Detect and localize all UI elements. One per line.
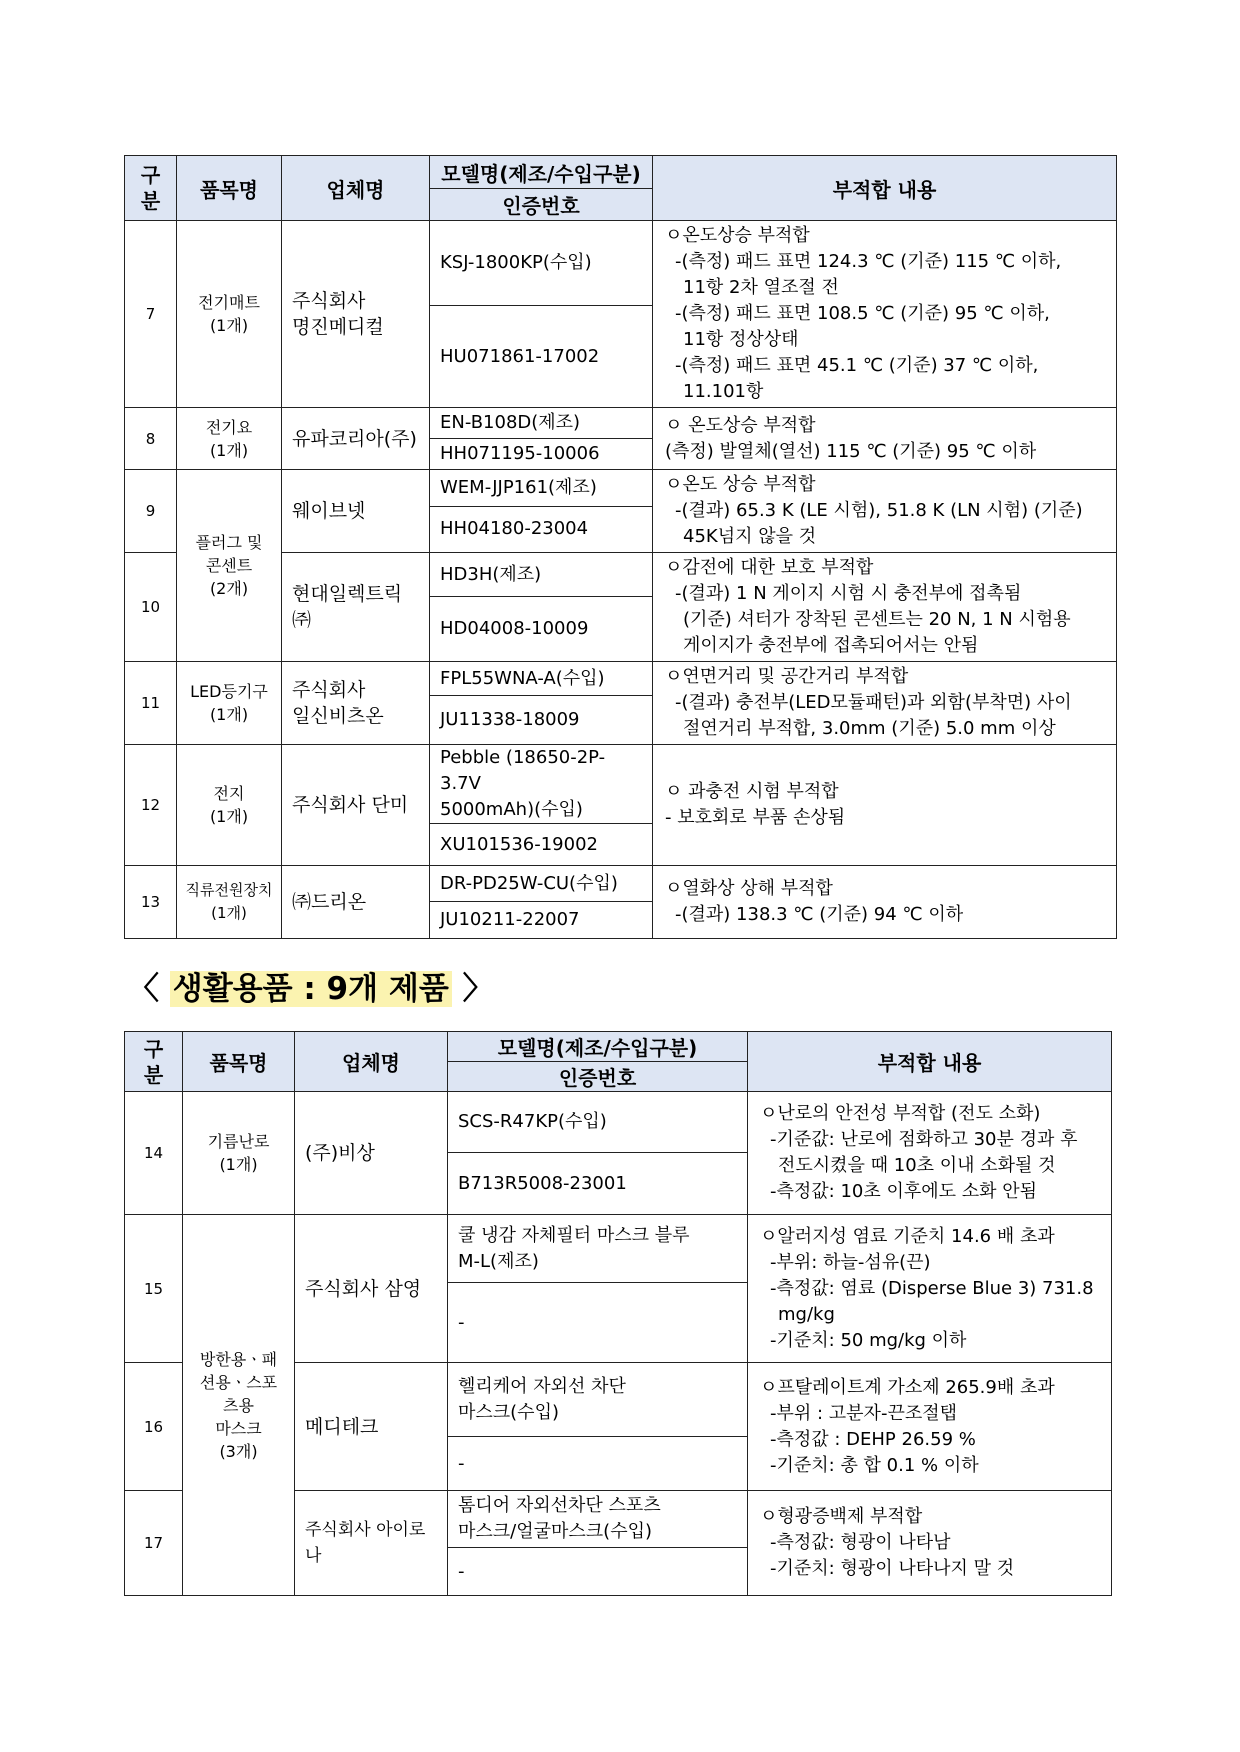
- section-title: [128, 963, 494, 1008]
- cert-number: -: [448, 1437, 748, 1491]
- company-name: 주식회사 단미: [282, 745, 430, 866]
- header-company: 업체명: [282, 156, 430, 221]
- item-name: 전지 (1개): [177, 745, 282, 866]
- cert-number: HH071195-10006: [430, 439, 653, 470]
- header-cert: 인증번호: [430, 189, 653, 221]
- model-name: WEM-JJP161(제조): [430, 470, 653, 507]
- issue-description: ㅇ 과충전 시험 부적합 - 보호회로 부품 손상됨: [653, 745, 1117, 866]
- company-name: 주식회사 일신비츠온: [282, 662, 430, 745]
- issue-description: ㅇ온도상승 부적합 -(측정) 패드 표면 124.3 ℃ (기준) 115 ℃ 이하, 11항 2차 열조절 전 -(측정) 패드 표면 108.5 ℃ (기준) 95 ℃ 이하, 11항 정상상태 -(측정) 패드 표면 45.1 ℃ (기준) 37 ℃ 이하, 11.101항: [653, 221, 1117, 408]
- issue-description: ㅇ온도 상승 부적합 -(결과) 65.3 K (LE 시험), 51.8 K (LN 시험) (기준) 45K넘지 않을 것: [653, 470, 1117, 553]
- row-number: 10: [125, 553, 177, 662]
- row-number: 11: [125, 662, 177, 745]
- model-name: HD3H(제조): [430, 553, 653, 597]
- model-name: 쿨 냉감 자체필터 마스크 블루 M-L(제조): [448, 1215, 748, 1283]
- item-name: 직류전원장치 (1개): [177, 866, 282, 939]
- company-name: 웨이브넷: [282, 470, 430, 553]
- item-name: LED등기구 (1개): [177, 662, 282, 745]
- model-name: 톰디어 자외선차단 스포츠 마스크/얼굴마스크(수입): [448, 1491, 748, 1548]
- header-issue: 부적합 내용: [748, 1032, 1112, 1092]
- row-number: 9: [125, 470, 177, 553]
- cert-number: -: [448, 1548, 748, 1596]
- row-number: 17: [125, 1491, 183, 1596]
- item-name: 전기매트 (1개): [177, 221, 282, 408]
- item-name: 기름난로 (1개): [183, 1092, 295, 1215]
- section-title-open-bracket: 〈: [128, 971, 159, 1007]
- issue-description: ㅇ감전에 대한 보호 부적합 -(결과) 1 N 게이지 시험 시 충전부에 접촉됨 (기준) 셔터가 장착된 콘센트는 20 N, 1 N 시험용 게이지가 충전부에 접촉되어서는 안됨: [653, 553, 1117, 662]
- cert-number: HD04008-10009: [430, 597, 653, 662]
- section-title-text: 생활용품 : 9개 제품: [170, 971, 452, 1007]
- issue-description: ㅇ연면거리 및 공간거리 부적합 -(결과) 충전부(LED모듈패턴)과 외함(부착면) 사이 절연거리 부적합, 3.0mm (기준) 5.0 mm 이상: [653, 662, 1117, 745]
- header-gubun: 구 분: [125, 156, 177, 221]
- header-model: 모델명(제조/수입구분): [430, 156, 653, 189]
- header-model: 모델명(제조/수입구분): [448, 1032, 748, 1062]
- row-number: 15: [125, 1215, 183, 1363]
- section-title-close-bracket: 〉: [462, 971, 494, 1007]
- issue-description: ㅇ형광증백제 부적합 -측정값: 형광이 나타남 -기준치: 형광이 나타나지 말 것: [748, 1491, 1112, 1596]
- model-name: EN-B108D(제조): [430, 408, 653, 439]
- item-name: 방한용ㆍ패 션용ㆍ스포 츠용 마스크 (3개): [183, 1215, 295, 1596]
- issue-description: ㅇ알러지성 염료 기준치 14.6 배 초과 -부위: 하늘-섬유(끈) -측정값: 염료 (Disperse Blue 3) 731.8 mg/kg -기준치: 50 mg/kg 이하: [748, 1215, 1112, 1363]
- item-name: 전기요 (1개): [177, 408, 282, 470]
- header-company: 업체명: [295, 1032, 448, 1092]
- cert-number: HU071861-17002: [430, 306, 653, 408]
- cert-number: JU10211-22007: [430, 902, 653, 939]
- header-item: 품목명: [183, 1032, 295, 1092]
- model-name: Pebble (18650-2P-3.7V 5000mAh)(수입): [430, 745, 653, 824]
- cert-number: XU101536-19002: [430, 824, 653, 866]
- company-name: 주식회사 삼영: [295, 1215, 448, 1363]
- row-number: 13: [125, 866, 177, 939]
- model-name: DR-PD25W-CU(수입): [430, 866, 653, 902]
- row-number: 14: [125, 1092, 183, 1215]
- header-item: 품목명: [177, 156, 282, 221]
- issue-description: ㅇ프탈레이트계 가소제 265.9배 초과 -부위 : 고분자-끈조절탭 -측정값 : DEHP 26.59 % -기준치: 총 합 0.1 % 이하: [748, 1363, 1112, 1491]
- item-name: 플러그 및 콘센트 (2개): [177, 470, 282, 662]
- cert-number: B713R5008-23001: [448, 1153, 748, 1215]
- model-name: 헬리케어 자외선 차단 마스크(수입): [448, 1363, 748, 1437]
- company-name: 주식회사 명진메디컬: [282, 221, 430, 408]
- header-issue: 부적합 내용: [653, 156, 1117, 221]
- cert-number: -: [448, 1283, 748, 1363]
- header-cert: 인증번호: [448, 1062, 748, 1092]
- company-name: 주식회사 아이로나: [295, 1491, 448, 1596]
- model-name: KSJ-1800KP(수입): [430, 221, 653, 306]
- issue-description: ㅇ난로의 안전성 부적합 (전도 소화) -기준값: 난로에 점화하고 30분 경과 후 전도시켰을 때 10초 이내 소화될 것 -측정값: 10초 이후에도 소화 안됨: [748, 1092, 1112, 1215]
- company-name: 현대일렉트릭㈜: [282, 553, 430, 662]
- row-number: 16: [125, 1363, 183, 1491]
- issue-description: ㅇ 온도상승 부적합 (측정) 발열체(열선) 115 ℃ (기준) 95 ℃ 이하: [653, 408, 1117, 470]
- company-name: 메디테크: [295, 1363, 448, 1491]
- header-gubun: 구 분: [125, 1032, 183, 1092]
- household-products-table: [124, 1031, 1112, 1596]
- row-number: 12: [125, 745, 177, 866]
- company-name: 유파코리아(주): [282, 408, 430, 470]
- cert-number: HH04180-23004: [430, 506, 653, 552]
- model-name: SCS-R47KP(수입): [448, 1092, 748, 1153]
- company-name: (주)비상: [295, 1092, 448, 1215]
- model-name: FPL55WNA-A(수입): [430, 662, 653, 696]
- issue-description: ㅇ열화상 상해 부적합 -(결과) 138.3 ℃ (기준) 94 ℃ 이하: [653, 866, 1117, 939]
- row-number: 7: [125, 221, 177, 408]
- company-name: ㈜드리온: [282, 866, 430, 939]
- cert-number: JU11338-18009: [430, 696, 653, 745]
- electrical-products-table: [124, 155, 1117, 939]
- row-number: 8: [125, 408, 177, 470]
